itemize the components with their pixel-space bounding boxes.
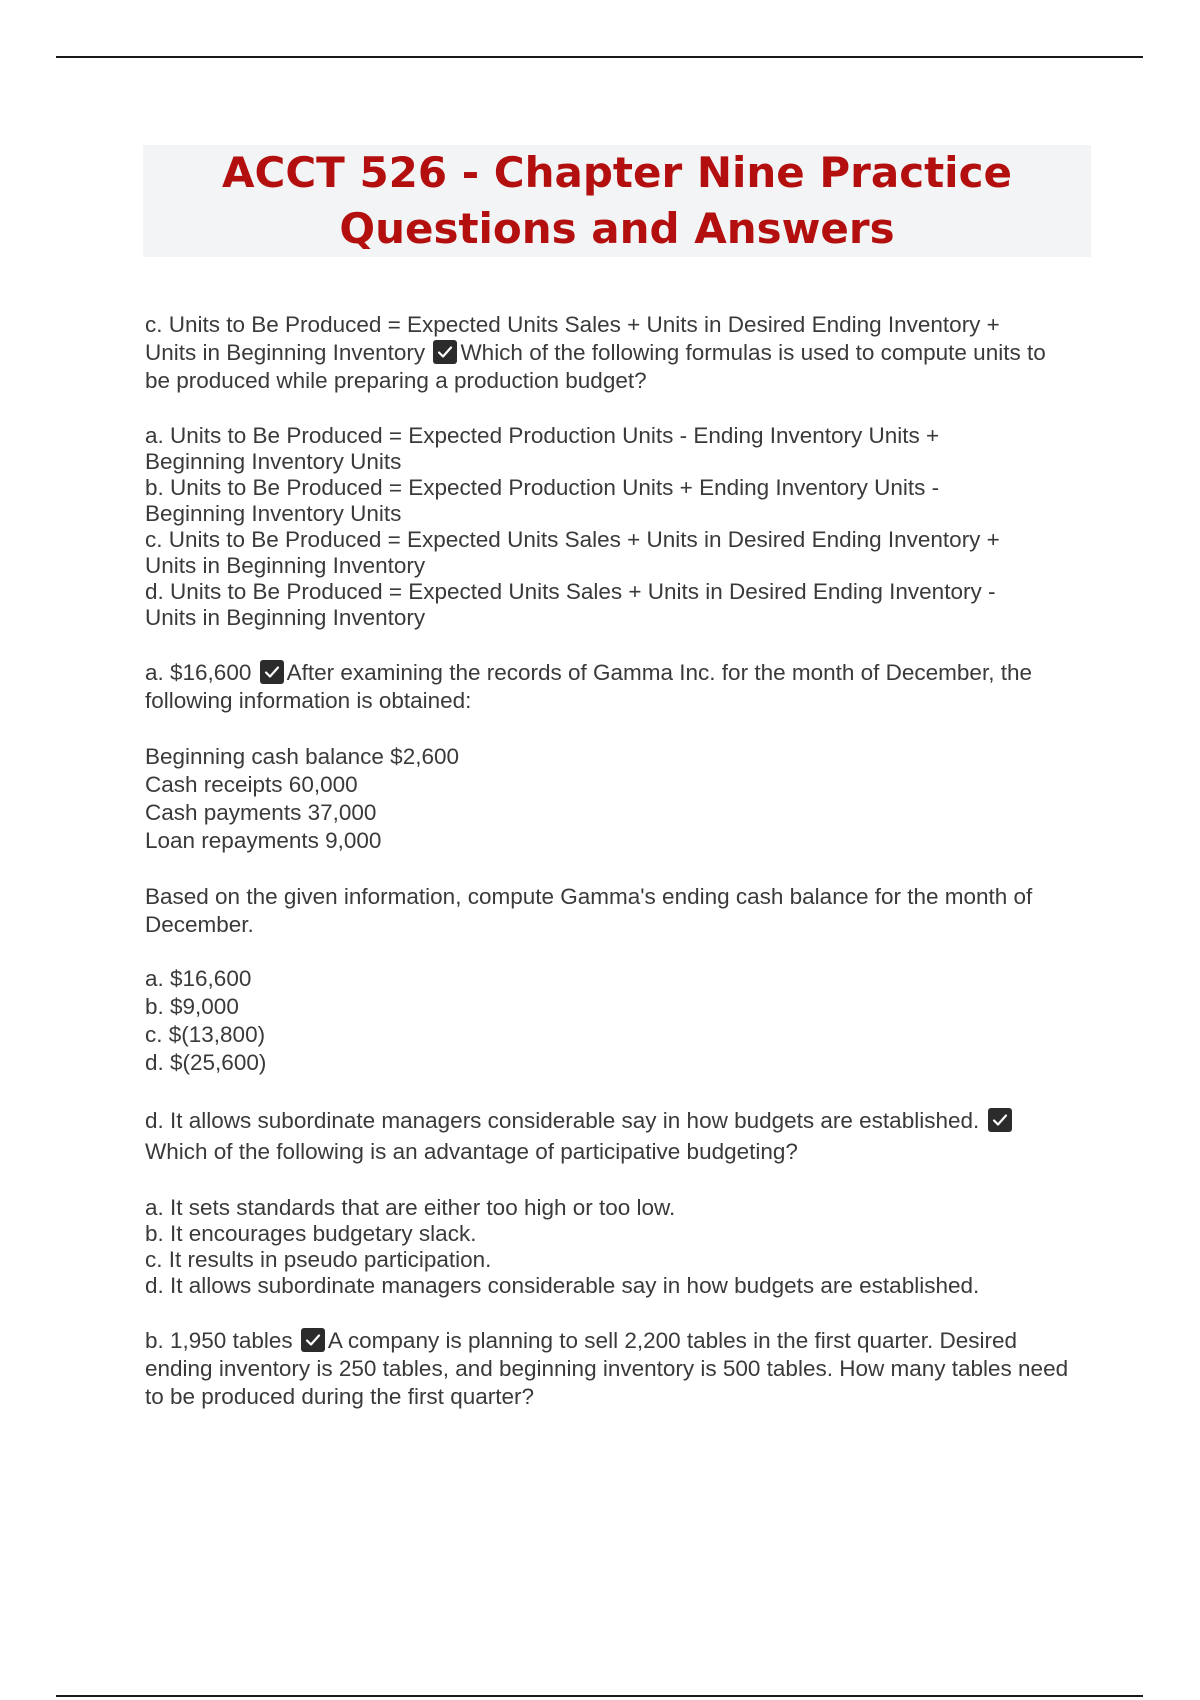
answer-text: b. 1,950 tables [145, 1328, 293, 1353]
options-list [145, 965, 1095, 1077]
header-rule [56, 56, 1143, 58]
option-b: b. It encourages budgetary slack. [145, 1221, 477, 1246]
answer-text: a. $16,600 [145, 660, 252, 685]
check-mark-icon [988, 1108, 1012, 1132]
data-line: Loan repayments 9,000 [145, 828, 382, 853]
options-list [145, 423, 1025, 631]
question-text: Which of the following is an advantage of participative budgeting? [145, 1139, 798, 1164]
option-c: c. $(13,800) [145, 1022, 266, 1047]
option-a: a. Units to Be Produced = Expected Production Units - Ending Inventory Units + Beginning Inventory Units [145, 423, 940, 474]
answer-text: c. Units to Be Produced = Expected Units Sales + Units in Desired Ending Inventory + Units in Beginning Inventory [145, 312, 1000, 365]
title-banner [143, 145, 1091, 257]
option-b: b. Units to Be Produced = Expected Production Units + Ending Inventory Units - Beginning Inventory Units [145, 475, 940, 526]
option-b: b. $9,000 [145, 994, 239, 1019]
option-c: c. It results in pseudo participation. [145, 1247, 492, 1272]
document-title: ACCT 526 - Chapter Nine Practice Questions and Answers [222, 148, 1012, 253]
data-line: Cash payments 37,000 [145, 800, 377, 825]
question-text: After examining the records of Gamma Inc. for the month of December, the following information is obtained: [145, 660, 1032, 713]
options-list [145, 1195, 1095, 1299]
question-prompt: Based on the given information, compute Gamma's ending cash balance for the month of December. [145, 884, 1033, 937]
option-d: d. Units to Be Produced = Expected Units Sales + Units in Desired Ending Inventory - Units in Beginning Inventory [145, 579, 996, 630]
answer-text: d. It allows subordinate managers considerable say in how budgets are established. [145, 1108, 980, 1133]
option-d: d. $(25,600) [145, 1050, 267, 1075]
option-d: d. It allows subordinate managers considerable say in how budgets are established. [145, 1273, 980, 1298]
option-a: a. $16,600 [145, 966, 252, 991]
data-line: Beginning cash balance $2,600 [145, 744, 460, 769]
data-line: Cash receipts 60,000 [145, 772, 358, 797]
qa-item [145, 311, 1095, 395]
check-mark-icon [301, 1328, 325, 1352]
qa-item [145, 1327, 1090, 1411]
question-text: A company is planning to sell 2,200 tables in the first quarter. Desired ending inventory is 250 tables, and beginning inventory is 500 tables. How many tables need to be produced during the first quarter? [145, 1328, 1069, 1409]
question-text: Which of the following formulas is used to compute units to be produced while preparing a production budget? [145, 340, 1046, 393]
option-a: a. It sets standards that are either too high or too low. [145, 1195, 676, 1220]
qa-item [145, 659, 1065, 715]
check-mark-icon [260, 660, 284, 684]
data-list [145, 743, 1095, 855]
qa-answer-question [145, 311, 1055, 395]
document-body [145, 311, 1095, 1439]
qa-item [145, 1105, 1065, 1167]
check-mark-icon [433, 340, 457, 364]
option-c: c. Units to Be Produced = Expected Units Sales + Units in Desired Ending Inventory + Units in Beginning Inventory [145, 527, 1000, 578]
footer-rule [56, 1695, 1143, 1697]
